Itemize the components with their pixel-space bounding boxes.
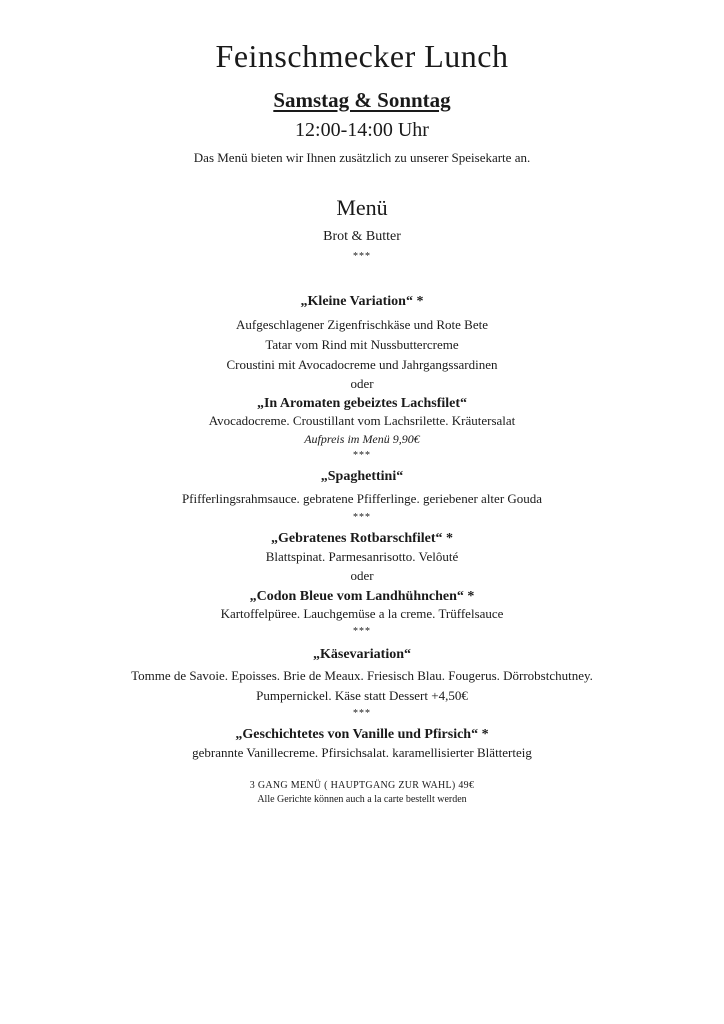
dish-line: Tomme de Savoie. Epoisses. Brie de Meaux. Friesisch Blau. Fougerus. Dörrobstchutney. — [131, 668, 593, 683]
dish-title-vanille-pfirsich: „Geschichtetes von Vanille und Pfirsich“ * — [235, 727, 489, 742]
or-divider: oder — [350, 376, 374, 391]
dish-title-landhuehnchen: „Codon Bleue vom Landhühnchen“ * — [249, 589, 475, 604]
dish-line: gebrannte Vanillecreme. Pfirsichsalat. karamellisierter Blätterteig — [192, 745, 532, 760]
bread-line: Brot & Butter — [323, 229, 401, 244]
days-heading: Samstag & Sonntag — [273, 88, 451, 112]
menu-price: 3 GANG MENÜ ( HAUPTGANG ZUR WAHL) 49€ — [249, 780, 475, 791]
dish-line: Kartoffelpüree. Lauchgemüse a la creme. Trüffelsauce — [220, 606, 504, 621]
dish-line: Avocadocreme. Croustillant vom Lachsrilette. Kräutersalat — [208, 413, 516, 428]
time-range: 12:00-14:00 Uhr — [295, 119, 429, 141]
separator: *** — [353, 626, 371, 637]
dish-title-kleine-variation: „Kleine Variation“ * — [300, 294, 424, 309]
dish-title-spaghettini: „Spaghettini“ — [320, 469, 404, 484]
separator: *** — [353, 251, 371, 262]
a-la-carte-note: Alle Gerichte können auch a la carte bestellt werden — [257, 794, 467, 805]
menu-heading: Menü — [336, 195, 388, 220]
dish-line: Pumpernickel. Käse statt Dessert +4,50€ — [256, 688, 468, 703]
dish-line: Pfifferlingsrahmsauce. gebratene Pfifferlinge. geriebener alter Gouda — [181, 491, 543, 506]
dish-line: Aufgeschlagener Zigenfrischkäse und Rote Bete — [236, 317, 488, 332]
dish-title-lachsfilet: „In Aromaten gebeiztes Lachsfilet“ — [256, 396, 468, 411]
page-title: Feinschmecker Lunch — [215, 38, 509, 74]
intro-text: Das Menü bieten wir Ihnen zusätzlich zu unserer Speisekarte an. — [193, 150, 531, 165]
separator: *** — [353, 708, 371, 719]
separator: *** — [353, 450, 371, 461]
surcharge-note: Aufpreis im Menü 9,90€ — [304, 432, 420, 446]
dish-title-kaesevariation: „Käsevariation“ — [313, 647, 411, 662]
or-divider: oder — [350, 568, 374, 583]
dish-line: Blattspinat. Parmesanrisotto. Velôuté — [265, 549, 459, 564]
separator: *** — [353, 512, 371, 523]
dish-line: Croustini mit Avocadocreme und Jahrgangssardinen — [226, 357, 498, 372]
dish-title-rotbarschfilet: „Gebratenes Rotbarschfilet“ * — [271, 531, 453, 546]
dish-line: Tatar vom Rind mit Nussbuttercreme — [265, 337, 459, 352]
